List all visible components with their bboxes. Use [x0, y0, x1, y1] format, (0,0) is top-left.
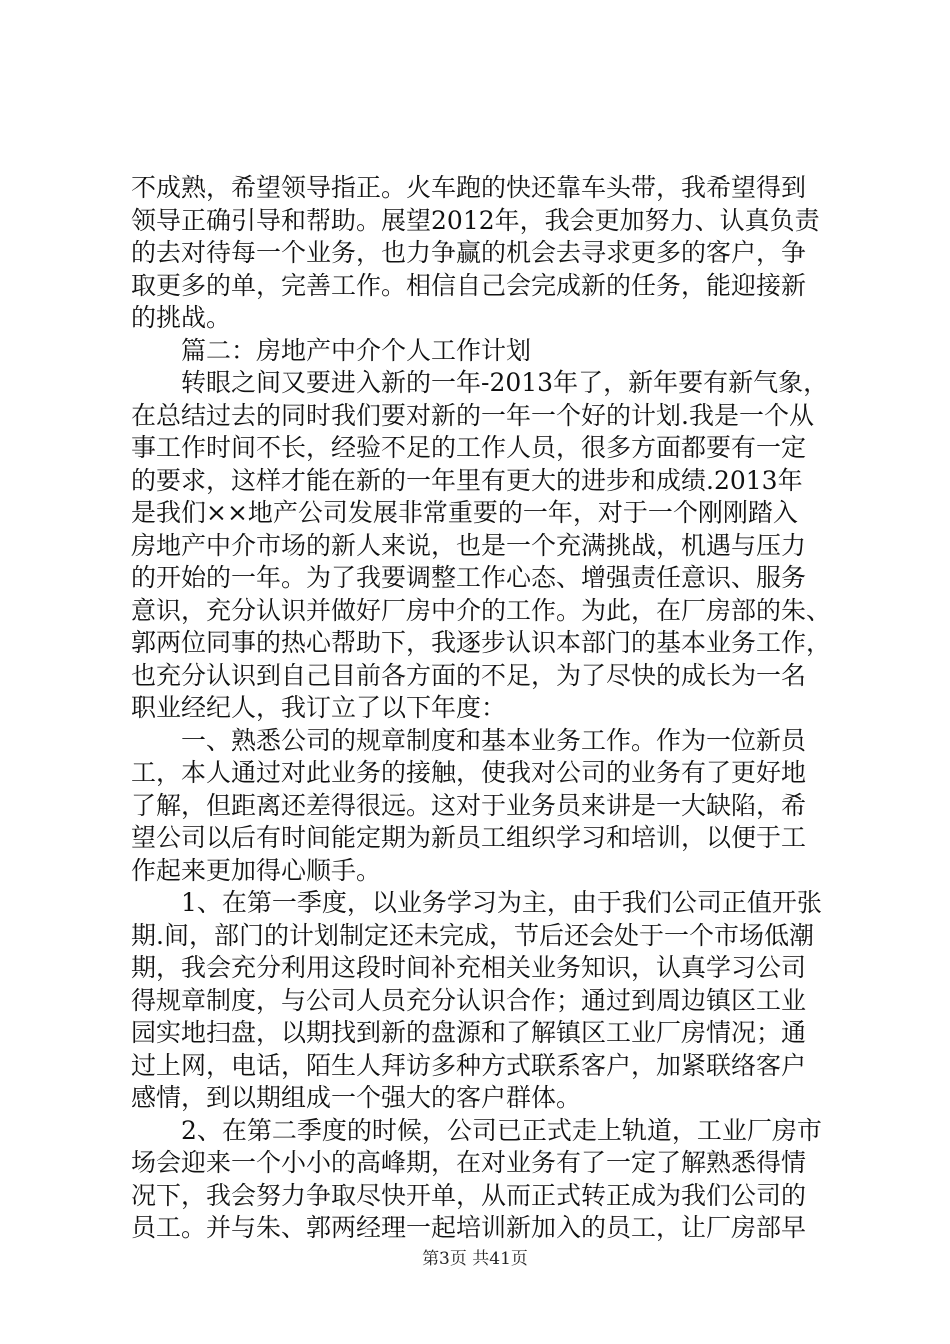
text-line: 事工作时间不长，经验不足的工作人员，很多方面都要有一定 [131, 433, 807, 462]
text-line: 2、在第二季度的时候，公司已正式走上轨道，工业厂房市 [131, 1115, 822, 1145]
text-line: 郭两位同事的热心帮助下，我逐步认识本部门的基本业务工作， [131, 628, 832, 657]
text-line: 员工。并与朱、郭两经理一起培训新加入的员工，让厂房部早 [131, 1213, 807, 1242]
text-line: 转眼之间又要进入新的一年-2013年了，新年要有新气象， [131, 368, 829, 397]
text-line: 感情，到以期组成一个强大的客户群体。 [131, 1083, 582, 1112]
section-heading: 篇二：房地产中介个人工作计划 [131, 335, 532, 365]
text-line: 的开始的一年。为了我要调整工作心态、增强责任意识、服务 [131, 563, 807, 592]
text-line: 是我们××地产公司发展非常重要的一年，对于一个刚刚踏入 [131, 498, 798, 527]
text-line: 意识，充分认识并做好厂房中介的工作。为此，在厂房部的朱、 [131, 595, 832, 625]
text-line: 况下，我会努力争取尽快开单，从而正式转正成为我们公司的 [131, 1180, 807, 1210]
text-line: 取更多的单，完善工作。相信自己会完成新的任务，能迎接新 [131, 270, 807, 300]
text-line: 房地产中介市场的新人来说，也是一个充满挑战，机遇与压力 [131, 530, 807, 560]
page-footer [0, 1244, 950, 1269]
text-line: 园实地扫盘，以期找到新的盘源和了解镇区工业厂房情况；通 [131, 1018, 807, 1047]
text-line: 1、在第一季度，以业务学习为主，由于我们公司正值开张 [131, 888, 822, 917]
text-line: 了解，但距离还差得很远。这对于业务员来讲是一大缺陷，希 [131, 790, 807, 820]
text-line: 期.间，部门的计划制定还未完成，节后还会处于一个市场低潮 [131, 920, 814, 950]
text-line: 的去对待每一个业务，也力争赢的机会去寻求更多的客户，争 [131, 238, 807, 267]
text-line: 过上网，电话，陌生人拜访多种方式联系客户，加紧联络客户 [131, 1050, 807, 1080]
text-line: 工，本人通过对此业务的接触，使我对公司的业务有了更好地 [131, 758, 807, 787]
text-line: 望公司以后有时间能定期为新员工组织学习和培训，以便于工 [131, 823, 807, 852]
text-line: 的挑战。 [131, 303, 232, 332]
text-line: 期，我会充分利用这段时间补充相关业务知识，认真学习公司 [131, 953, 807, 982]
text-line: 领导正确引导和帮助。展望2012年，我会更加努力、认真负责 [131, 205, 820, 235]
page-number: 第3页 共41页 [422, 1249, 528, 1269]
text-line: 职业经纪人，我订立了以下年度： [131, 693, 507, 722]
text-line: 场会迎来一个小小的高峰期，在对业务有了一定了解熟悉得情 [131, 1148, 807, 1177]
text-line: 也充分认识到自己目前各方面的不足，为了尽快的成长为一名 [131, 660, 807, 690]
text-line: 在总结过去的同时我们要对新的一年一个好的计划.我是一个从 [131, 400, 814, 430]
text-line: 不成熟，希望领导指正。火车跑的快还靠车头带，我希望得到 [131, 173, 807, 202]
text-line: 的要求，这样才能在新的一年里有更大的进步和成绩.2013年 [131, 465, 803, 495]
body-text [131, 172, 831, 1245]
text-line: 一、熟悉公司的规章制度和基本业务工作。作为一位新员 [131, 725, 807, 755]
text-line: 得规章制度，与公司人员充分认识合作；通过到周边镇区工业 [131, 985, 807, 1015]
text-line: 作起来更加得心顺手。 [131, 855, 382, 885]
